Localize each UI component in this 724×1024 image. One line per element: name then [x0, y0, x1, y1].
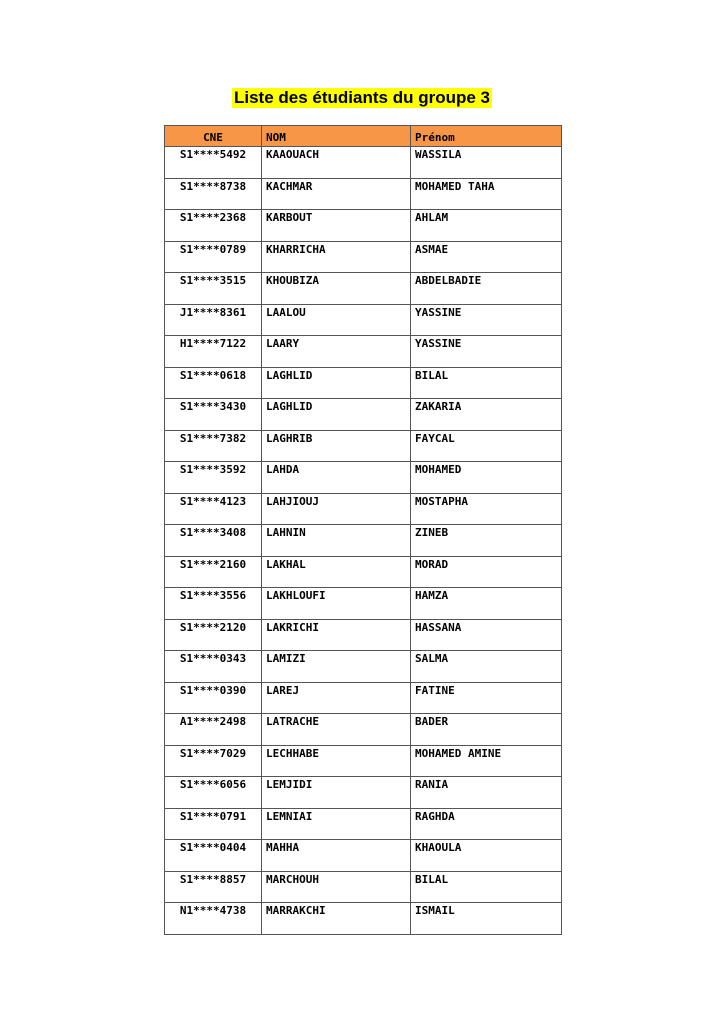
prenom-cell: WASSILA	[411, 147, 562, 179]
nom-cell: LAHJIOUJ	[262, 493, 411, 525]
prenom-cell: MOSTAPHA	[411, 493, 562, 525]
prenom-cell: ABDELBADIE	[411, 273, 562, 305]
header-prenom: Prénom	[411, 126, 562, 147]
table-row	[165, 903, 562, 935]
table-row	[165, 651, 562, 683]
prenom-cell: FAYCAL	[411, 430, 562, 462]
prenom-cell: HASSANA	[411, 619, 562, 651]
nom-cell: LAGHLID	[262, 399, 411, 431]
cne-cell: S1****3408	[165, 525, 262, 557]
cne-cell: S1****5492	[165, 147, 262, 179]
prenom-cell: HAMZA	[411, 588, 562, 620]
table-row	[165, 619, 562, 651]
table-row	[165, 871, 562, 903]
page-title: Liste des étudiants du groupe 3	[234, 88, 490, 107]
nom-cell: LAMIZI	[262, 651, 411, 683]
cne-cell: S1****8738	[165, 178, 262, 210]
nom-cell: MARCHOUH	[262, 871, 411, 903]
prenom-cell: RANIA	[411, 777, 562, 809]
prenom-cell: RAGHDA	[411, 808, 562, 840]
prenom-cell: ZINEB	[411, 525, 562, 557]
cne-cell: S1****0789	[165, 241, 262, 273]
table-row	[165, 556, 562, 588]
prenom-cell: MOHAMED	[411, 462, 562, 494]
cne-cell: N1****4738	[165, 903, 262, 935]
prenom-cell: FATINE	[411, 682, 562, 714]
cne-cell: S1****7382	[165, 430, 262, 462]
cne-cell: S1****7029	[165, 745, 262, 777]
cne-cell: S1****3515	[165, 273, 262, 305]
table-row	[165, 399, 562, 431]
cne-cell: S1****0618	[165, 367, 262, 399]
prenom-cell: YASSINE	[411, 336, 562, 368]
table-row	[165, 367, 562, 399]
nom-cell: LEMJIDI	[262, 777, 411, 809]
prenom-cell: ZAKARIA	[411, 399, 562, 431]
prenom-cell: ASMAE	[411, 241, 562, 273]
cne-cell: S1****4123	[165, 493, 262, 525]
nom-cell: MAHHA	[262, 840, 411, 872]
cne-cell: S1****2160	[165, 556, 262, 588]
prenom-cell: MORAD	[411, 556, 562, 588]
nom-cell: MARRAKCHI	[262, 903, 411, 935]
table-row	[165, 336, 562, 368]
table-row	[165, 777, 562, 809]
prenom-cell: MOHAMED AMINE	[411, 745, 562, 777]
cne-cell: S1****6056	[165, 777, 262, 809]
table-row	[165, 462, 562, 494]
cne-cell: S1****3556	[165, 588, 262, 620]
nom-cell: LAHNIN	[262, 525, 411, 557]
table-row	[165, 525, 562, 557]
table-row	[165, 808, 562, 840]
table-row	[165, 840, 562, 872]
cne-cell: S1****0404	[165, 840, 262, 872]
table-row	[165, 304, 562, 336]
table-row	[165, 714, 562, 746]
cne-cell: S1****0390	[165, 682, 262, 714]
nom-cell: LATRACHE	[262, 714, 411, 746]
nom-cell: LAGHLID	[262, 367, 411, 399]
table-row	[165, 147, 562, 179]
table-row	[165, 241, 562, 273]
table-row	[165, 273, 562, 305]
prenom-cell: BILAL	[411, 871, 562, 903]
prenom-cell: ISMAIL	[411, 903, 562, 935]
nom-cell: LEMNIAI	[262, 808, 411, 840]
cne-cell: S1****0343	[165, 651, 262, 683]
prenom-cell: BADER	[411, 714, 562, 746]
cne-cell: H1****7122	[165, 336, 262, 368]
nom-cell: KAAOUACH	[262, 147, 411, 179]
nom-cell: LAARY	[262, 336, 411, 368]
cne-cell: A1****2498	[165, 714, 262, 746]
table-header	[165, 126, 562, 147]
header-row	[165, 126, 562, 147]
table-row	[165, 178, 562, 210]
students-table	[164, 125, 562, 935]
nom-cell: KHOUBIZA	[262, 273, 411, 305]
prenom-cell: MOHAMED TAHA	[411, 178, 562, 210]
nom-cell: LAALOU	[262, 304, 411, 336]
prenom-cell: AHLAM	[411, 210, 562, 242]
nom-cell: LECHHABE	[262, 745, 411, 777]
cne-cell: S1****3592	[165, 462, 262, 494]
table-row	[165, 210, 562, 242]
nom-cell: LAGHRIB	[262, 430, 411, 462]
table-row	[165, 745, 562, 777]
table-row	[165, 588, 562, 620]
table-row	[165, 682, 562, 714]
prenom-cell: SALMA	[411, 651, 562, 683]
nom-cell: LAKRICHI	[262, 619, 411, 651]
cne-cell: S1****2120	[165, 619, 262, 651]
nom-cell: LAKHLOUFI	[262, 588, 411, 620]
title-container	[0, 88, 724, 108]
nom-cell: LAREJ	[262, 682, 411, 714]
prenom-cell: KHAOULA	[411, 840, 562, 872]
cne-cell: S1****3430	[165, 399, 262, 431]
table-body	[165, 147, 562, 935]
cne-cell: S1****2368	[165, 210, 262, 242]
prenom-cell: BILAL	[411, 367, 562, 399]
table-row	[165, 430, 562, 462]
cne-cell: S1****0791	[165, 808, 262, 840]
header-nom: NOM	[262, 126, 411, 147]
prenom-cell: YASSINE	[411, 304, 562, 336]
nom-cell: KHARRICHA	[262, 241, 411, 273]
cne-cell: J1****8361	[165, 304, 262, 336]
header-cne: CNE	[165, 126, 262, 147]
nom-cell: KACHMAR	[262, 178, 411, 210]
table-row	[165, 493, 562, 525]
nom-cell: LAKHAL	[262, 556, 411, 588]
nom-cell: LAHDA	[262, 462, 411, 494]
cne-cell: S1****8857	[165, 871, 262, 903]
nom-cell: KARBOUT	[262, 210, 411, 242]
